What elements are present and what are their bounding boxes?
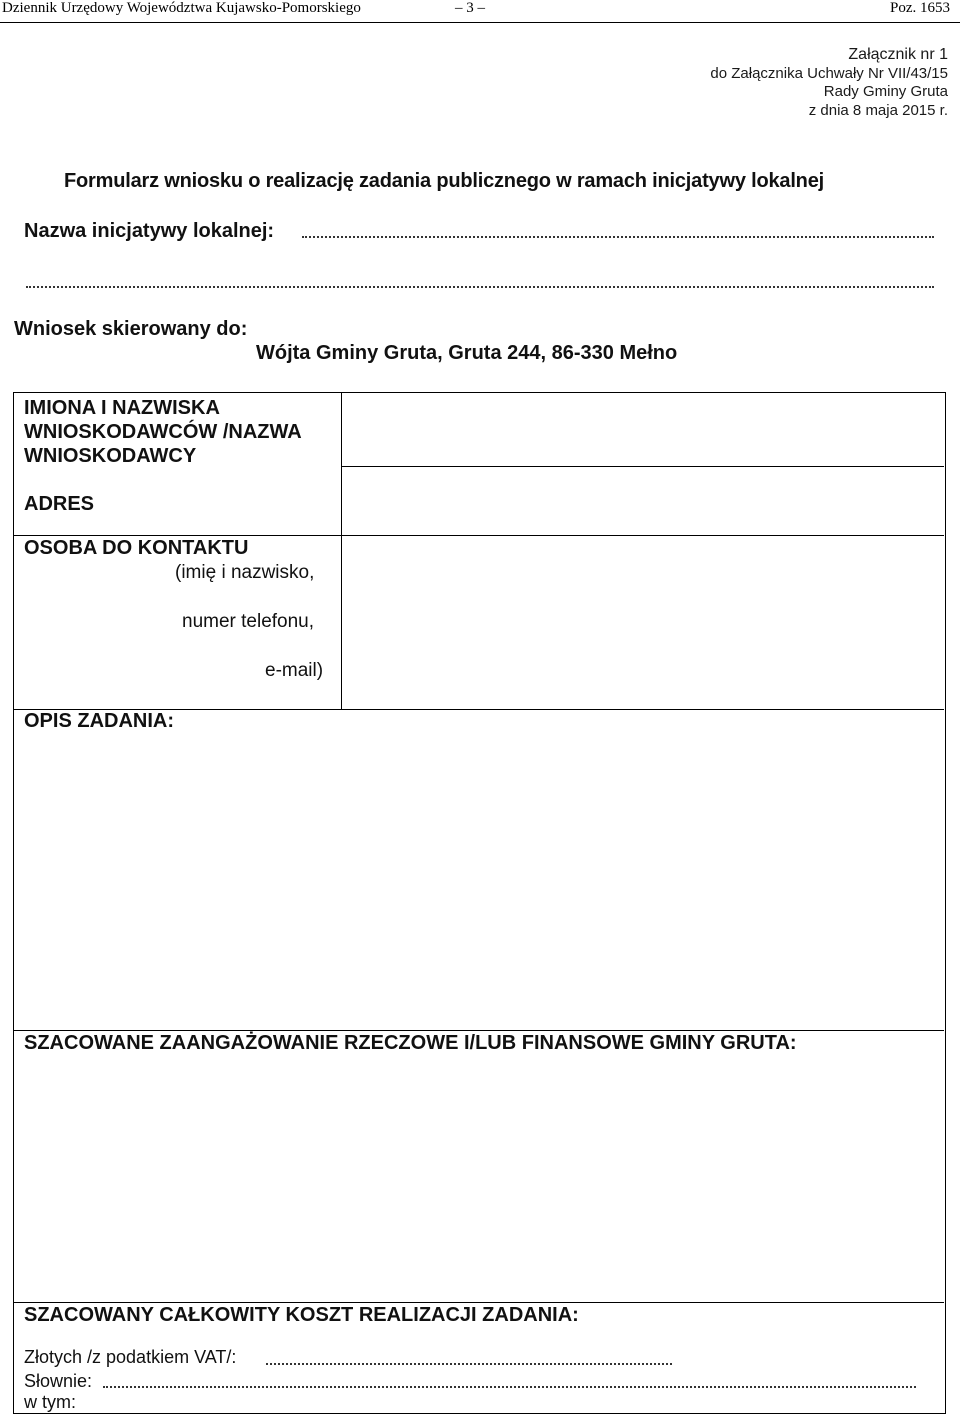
annex-resolution: do Załącznika Uchwały Nr VII/43/15	[710, 64, 948, 82]
application-table	[13, 392, 946, 1414]
annex-note	[710, 46, 948, 120]
contact-phone-hint: numer telefonu,	[182, 611, 315, 632]
task-description-field[interactable]	[14, 738, 944, 1028]
page-header	[0, 0, 960, 23]
position-number: Poz. 1653	[890, 0, 950, 16]
applicants-label-line: IMIONA I NAZWISKA	[24, 397, 220, 419]
annex-number: Załącznik nr 1	[848, 46, 948, 63]
applicants-label-line: WNIOSKODAWCY	[24, 445, 197, 467]
in-words-label: Słownie:	[24, 1371, 93, 1391]
applicants-field[interactable]	[343, 393, 944, 466]
addressee: Wójta Gminy Gruta, Gruta 244, 86-330 Mełno	[256, 342, 678, 364]
initiative-name-label: Nazwa inicjatywy lokalnej:	[24, 220, 275, 242]
column-divider	[341, 393, 342, 709]
municipality-contribution-label: SZACOWANE ZAANGAŻOWANIE RZECZOWE I/LUB FINANSOWE GMINY GRUTA:	[24, 1032, 797, 1054]
applicants-label-line: WNIOSKODAWCÓW /NAZWA	[24, 421, 302, 443]
annex-date: z dnia 8 maja 2015 r.	[808, 101, 948, 119]
in-words-field[interactable]	[103, 1386, 916, 1388]
pln-vat-label: Złotych /z podatkiem VAT/:	[24, 1347, 237, 1367]
municipality-contribution-field[interactable]	[14, 1061, 944, 1301]
total-cost-label: SZACOWANY CAŁKOWITY KOSZT REALIZACJI ZADANIA:	[24, 1304, 579, 1326]
contact-email-hint: e-mail)	[265, 660, 324, 681]
initiative-name-field[interactable]	[302, 236, 934, 238]
contact-field[interactable]	[343, 536, 944, 709]
applicants-label	[24, 396, 302, 468]
journal-title: Dziennik Urzędowy Województwa Kujawsko-Pomorskiego	[2, 0, 361, 16]
initiative-name-field-continued[interactable]	[26, 286, 934, 288]
form-title: Formularz wniosku o realizację zadania publicznego w ramach inicjatywy lokalnej	[64, 170, 824, 192]
annex-council: Rady Gminy Gruta	[823, 83, 948, 100]
addressed-to-label: Wniosek skierowany do:	[14, 318, 248, 340]
contact-name-hint: (imię i nazwisko,	[175, 562, 315, 583]
address-label: ADRES	[24, 493, 95, 515]
address-field[interactable]	[343, 467, 944, 535]
page-number: – 3 –	[455, 0, 485, 16]
pln-vat-field[interactable]	[266, 1363, 672, 1365]
task-description-label: OPIS ZADANIA:	[24, 710, 174, 732]
contact-person-label: OSOBA DO KONTAKTU	[24, 537, 249, 559]
including-label: w tym:	[24, 1392, 76, 1412]
